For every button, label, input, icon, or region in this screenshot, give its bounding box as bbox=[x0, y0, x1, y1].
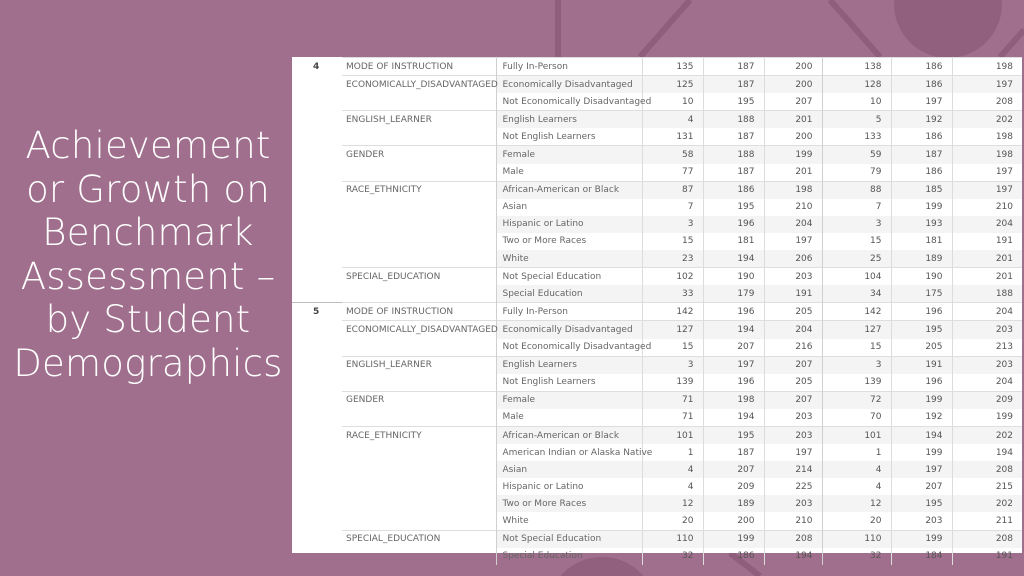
grade-cell bbox=[292, 391, 342, 409]
category-cell: ECONOMICALLY_DISADVANTAGED bbox=[342, 321, 496, 339]
value-cell: 196 bbox=[703, 374, 764, 392]
value-cell: 71 bbox=[642, 409, 703, 427]
value-cell: 208 bbox=[764, 530, 822, 548]
grade-cell bbox=[292, 285, 342, 303]
value-cell: 200 bbox=[764, 76, 822, 94]
value-cell: 203 bbox=[891, 512, 952, 530]
value-cell: 188 bbox=[703, 111, 764, 129]
value-cell: 110 bbox=[822, 530, 891, 548]
value-cell: 186 bbox=[703, 548, 764, 565]
value-cell: 205 bbox=[764, 374, 822, 392]
value-cell: 189 bbox=[703, 495, 764, 512]
value-cell: 203 bbox=[952, 356, 1022, 374]
value-cell: 186 bbox=[891, 128, 952, 146]
value-cell: 4 bbox=[642, 111, 703, 129]
subgroup-cell: Asian bbox=[496, 199, 642, 216]
value-cell: 32 bbox=[642, 548, 703, 565]
grade-cell bbox=[292, 164, 342, 182]
table-row bbox=[292, 146, 1022, 164]
value-cell: 34 bbox=[822, 285, 891, 303]
subgroup-cell: Not Economically Disadvantaged bbox=[496, 339, 642, 357]
grade-cell bbox=[292, 199, 342, 216]
subgroup-cell: Fully In-Person bbox=[496, 58, 642, 76]
value-cell: 3 bbox=[642, 216, 703, 233]
value-cell: 59 bbox=[822, 146, 891, 164]
grade-cell bbox=[292, 512, 342, 530]
value-cell: 12 bbox=[642, 495, 703, 512]
table-row bbox=[292, 426, 1022, 444]
value-cell: 25 bbox=[822, 250, 891, 268]
category-cell bbox=[342, 548, 496, 565]
value-cell: 201 bbox=[952, 250, 1022, 268]
table-row bbox=[292, 339, 1022, 357]
grade-cell bbox=[292, 93, 342, 111]
category-cell: RACE_ETHNICITY bbox=[342, 426, 496, 444]
table-row bbox=[292, 478, 1022, 495]
value-cell: 194 bbox=[703, 250, 764, 268]
value-cell: 200 bbox=[764, 58, 822, 76]
value-cell: 209 bbox=[952, 391, 1022, 409]
value-cell: 199 bbox=[891, 391, 952, 409]
value-cell: 208 bbox=[952, 93, 1022, 111]
table-row bbox=[292, 512, 1022, 530]
category-cell: GENDER bbox=[342, 391, 496, 409]
table-row bbox=[292, 409, 1022, 427]
category-cell: ECONOMICALLY_DISADVANTAGED bbox=[342, 76, 496, 94]
value-cell: 4 bbox=[822, 478, 891, 495]
value-cell: 197 bbox=[952, 164, 1022, 182]
title-line: Demographics bbox=[13, 341, 283, 385]
subgroup-cell: Special Education bbox=[496, 548, 642, 565]
grade-cell bbox=[292, 76, 342, 94]
value-cell: 203 bbox=[764, 426, 822, 444]
value-cell: 127 bbox=[642, 321, 703, 339]
value-cell: 87 bbox=[642, 181, 703, 199]
value-cell: 187 bbox=[891, 146, 952, 164]
grade-cell bbox=[292, 216, 342, 233]
value-cell: 197 bbox=[764, 444, 822, 461]
category-cell: GENDER bbox=[342, 146, 496, 164]
value-cell: 5 bbox=[822, 111, 891, 129]
subgroup-cell: Economically Disadvantaged bbox=[496, 321, 642, 339]
value-cell: 179 bbox=[703, 285, 764, 303]
value-cell: 187 bbox=[703, 76, 764, 94]
value-cell: 191 bbox=[891, 356, 952, 374]
title-line: Achievement bbox=[25, 124, 271, 167]
title-line: by Student bbox=[45, 298, 251, 341]
subgroup-cell: Special Education bbox=[496, 285, 642, 303]
value-cell: 187 bbox=[703, 128, 764, 146]
value-cell: 191 bbox=[952, 548, 1022, 565]
value-cell: 197 bbox=[891, 461, 952, 478]
value-cell: 3 bbox=[642, 356, 703, 374]
value-cell: 198 bbox=[952, 128, 1022, 146]
value-cell: 101 bbox=[822, 426, 891, 444]
value-cell: 12 bbox=[822, 495, 891, 512]
subgroup-cell: African-American or Black bbox=[496, 181, 642, 199]
value-cell: 199 bbox=[891, 530, 952, 548]
value-cell: 196 bbox=[891, 303, 952, 321]
value-cell: 197 bbox=[764, 233, 822, 250]
title-line: or Growth on bbox=[26, 167, 270, 211]
grade-cell bbox=[292, 339, 342, 357]
table-row bbox=[292, 164, 1022, 182]
subgroup-cell: White bbox=[496, 512, 642, 530]
subgroup-cell: Not Economically Disadvantaged bbox=[496, 93, 642, 111]
category-cell bbox=[342, 339, 496, 357]
value-cell: 102 bbox=[642, 268, 703, 286]
value-cell: 207 bbox=[764, 391, 822, 409]
value-cell: 4 bbox=[642, 478, 703, 495]
value-cell: 198 bbox=[952, 146, 1022, 164]
value-cell: 32 bbox=[822, 548, 891, 565]
grade-cell bbox=[292, 530, 342, 548]
value-cell: 186 bbox=[891, 164, 952, 182]
value-cell: 198 bbox=[952, 58, 1022, 76]
value-cell: 184 bbox=[891, 548, 952, 565]
category-cell bbox=[342, 374, 496, 392]
value-cell: 194 bbox=[703, 321, 764, 339]
value-cell: 190 bbox=[891, 268, 952, 286]
grade-cell bbox=[292, 548, 342, 565]
value-cell: 194 bbox=[891, 426, 952, 444]
value-cell: 202 bbox=[952, 495, 1022, 512]
value-cell: 216 bbox=[764, 339, 822, 357]
value-cell: 4 bbox=[642, 461, 703, 478]
value-cell: 204 bbox=[952, 216, 1022, 233]
value-cell: 71 bbox=[642, 391, 703, 409]
value-cell: 206 bbox=[764, 250, 822, 268]
value-cell: 195 bbox=[703, 426, 764, 444]
subgroup-cell: Not Special Education bbox=[496, 530, 642, 548]
value-cell: 190 bbox=[703, 268, 764, 286]
value-cell: 3 bbox=[822, 356, 891, 374]
demographics-table-screenshot bbox=[292, 57, 1022, 562]
value-cell: 205 bbox=[764, 303, 822, 321]
value-cell: 104 bbox=[822, 268, 891, 286]
grade-cell bbox=[292, 128, 342, 146]
grade-cell bbox=[292, 356, 342, 374]
value-cell: 199 bbox=[952, 409, 1022, 427]
subgroup-cell: White bbox=[496, 250, 642, 268]
value-cell: 204 bbox=[952, 303, 1022, 321]
value-cell: 197 bbox=[952, 181, 1022, 199]
subgroup-cell: Two or More Races bbox=[496, 495, 642, 512]
demographics-table bbox=[292, 57, 1022, 565]
value-cell: 197 bbox=[703, 356, 764, 374]
value-cell: 195 bbox=[891, 321, 952, 339]
value-cell: 187 bbox=[703, 164, 764, 182]
value-cell: 23 bbox=[642, 250, 703, 268]
grade-cell bbox=[292, 268, 342, 286]
table-row bbox=[292, 356, 1022, 374]
value-cell: 110 bbox=[642, 530, 703, 548]
value-cell: 194 bbox=[764, 548, 822, 565]
table-row bbox=[292, 444, 1022, 461]
category-cell bbox=[342, 199, 496, 216]
value-cell: 142 bbox=[642, 303, 703, 321]
value-cell: 202 bbox=[952, 111, 1022, 129]
table-row bbox=[292, 199, 1022, 216]
title-line: Benchmark bbox=[42, 211, 254, 254]
table-row bbox=[292, 76, 1022, 94]
value-cell: 194 bbox=[703, 409, 764, 427]
category-cell bbox=[342, 250, 496, 268]
slide-title bbox=[8, 124, 288, 385]
value-cell: 211 bbox=[952, 512, 1022, 530]
table-row bbox=[292, 461, 1022, 478]
table-row bbox=[292, 530, 1022, 548]
value-cell: 187 bbox=[703, 444, 764, 461]
value-cell: 210 bbox=[764, 512, 822, 530]
value-cell: 70 bbox=[822, 409, 891, 427]
value-cell: 195 bbox=[703, 199, 764, 216]
value-cell: 207 bbox=[891, 478, 952, 495]
value-cell: 1 bbox=[642, 444, 703, 461]
value-cell: 15 bbox=[642, 339, 703, 357]
table-row bbox=[292, 233, 1022, 250]
value-cell: 199 bbox=[891, 444, 952, 461]
value-cell: 198 bbox=[764, 181, 822, 199]
category-cell: SPECIAL_EDUCATION bbox=[342, 268, 496, 286]
value-cell: 203 bbox=[764, 268, 822, 286]
table-row bbox=[292, 93, 1022, 111]
category-cell: SPECIAL_EDUCATION bbox=[342, 530, 496, 548]
category-cell bbox=[342, 93, 496, 111]
value-cell: 88 bbox=[822, 181, 891, 199]
table-row bbox=[292, 111, 1022, 129]
value-cell: 10 bbox=[822, 93, 891, 111]
grade-cell: 5 bbox=[292, 303, 342, 321]
value-cell: 210 bbox=[952, 199, 1022, 216]
category-cell bbox=[342, 478, 496, 495]
table-row bbox=[292, 285, 1022, 303]
table-row bbox=[292, 391, 1022, 409]
value-cell: 15 bbox=[822, 339, 891, 357]
value-cell: 186 bbox=[703, 181, 764, 199]
value-cell: 200 bbox=[703, 512, 764, 530]
value-cell: 196 bbox=[891, 374, 952, 392]
table-row bbox=[292, 548, 1022, 565]
value-cell: 196 bbox=[703, 216, 764, 233]
subgroup-cell: Asian bbox=[496, 461, 642, 478]
value-cell: 202 bbox=[952, 426, 1022, 444]
category-cell bbox=[342, 444, 496, 461]
value-cell: 225 bbox=[764, 478, 822, 495]
value-cell: 10 bbox=[642, 93, 703, 111]
table-row bbox=[292, 58, 1022, 76]
value-cell: 15 bbox=[642, 233, 703, 250]
subgroup-cell: Not Special Education bbox=[496, 268, 642, 286]
value-cell: 20 bbox=[822, 512, 891, 530]
value-cell: 194 bbox=[952, 444, 1022, 461]
value-cell: 127 bbox=[822, 321, 891, 339]
value-cell: 207 bbox=[703, 461, 764, 478]
value-cell: 192 bbox=[891, 409, 952, 427]
value-cell: 198 bbox=[703, 391, 764, 409]
grade-cell bbox=[292, 409, 342, 427]
value-cell: 72 bbox=[822, 391, 891, 409]
value-cell: 193 bbox=[891, 216, 952, 233]
value-cell: 213 bbox=[952, 339, 1022, 357]
value-cell: 195 bbox=[703, 93, 764, 111]
value-cell: 195 bbox=[891, 495, 952, 512]
value-cell: 15 bbox=[822, 233, 891, 250]
table-row bbox=[292, 268, 1022, 286]
title-line: Assessment – bbox=[20, 254, 276, 298]
value-cell: 188 bbox=[703, 146, 764, 164]
category-cell bbox=[342, 164, 496, 182]
subgroup-cell: English Learners bbox=[496, 111, 642, 129]
category-cell bbox=[342, 495, 496, 512]
grade-cell bbox=[292, 181, 342, 199]
grade-cell bbox=[292, 321, 342, 339]
subgroup-cell: Not English Learners bbox=[496, 374, 642, 392]
table-row bbox=[292, 128, 1022, 146]
value-cell: 139 bbox=[642, 374, 703, 392]
grade-cell bbox=[292, 478, 342, 495]
value-cell: 200 bbox=[764, 128, 822, 146]
category-cell: MODE OF INSTRUCTION bbox=[342, 58, 496, 76]
value-cell: 142 bbox=[822, 303, 891, 321]
value-cell: 201 bbox=[764, 111, 822, 129]
value-cell: 175 bbox=[891, 285, 952, 303]
category-cell bbox=[342, 461, 496, 478]
value-cell: 205 bbox=[891, 339, 952, 357]
grade-cell bbox=[292, 495, 342, 512]
subgroup-cell: Female bbox=[496, 146, 642, 164]
value-cell: 185 bbox=[891, 181, 952, 199]
value-cell: 199 bbox=[764, 146, 822, 164]
value-cell: 204 bbox=[764, 321, 822, 339]
category-cell bbox=[342, 512, 496, 530]
grade-cell bbox=[292, 111, 342, 129]
category-cell bbox=[342, 409, 496, 427]
subgroup-cell: African-American or Black bbox=[496, 426, 642, 444]
value-cell: 215 bbox=[952, 478, 1022, 495]
value-cell: 207 bbox=[764, 93, 822, 111]
value-cell: 33 bbox=[642, 285, 703, 303]
grade-cell bbox=[292, 250, 342, 268]
value-cell: 197 bbox=[952, 76, 1022, 94]
value-cell: 135 bbox=[642, 58, 703, 76]
subgroup-cell: English Learners bbox=[496, 356, 642, 374]
value-cell: 197 bbox=[891, 93, 952, 111]
table-row bbox=[292, 303, 1022, 321]
grade-cell bbox=[292, 233, 342, 250]
category-cell bbox=[342, 216, 496, 233]
subgroup-cell: Male bbox=[496, 164, 642, 182]
subgroup-cell: American Indian or Alaska Native bbox=[496, 444, 642, 461]
value-cell: 186 bbox=[891, 76, 952, 94]
subgroup-cell: Two or More Races bbox=[496, 233, 642, 250]
subgroup-cell: Male bbox=[496, 409, 642, 427]
value-cell: 208 bbox=[952, 530, 1022, 548]
table-row bbox=[292, 495, 1022, 512]
table-row bbox=[292, 181, 1022, 199]
subgroup-cell: Fully In-Person bbox=[496, 303, 642, 321]
value-cell: 128 bbox=[822, 76, 891, 94]
value-cell: 139 bbox=[822, 374, 891, 392]
subgroup-cell: Hispanic or Latino bbox=[496, 216, 642, 233]
value-cell: 208 bbox=[952, 461, 1022, 478]
value-cell: 77 bbox=[642, 164, 703, 182]
value-cell: 188 bbox=[952, 285, 1022, 303]
table-row bbox=[292, 250, 1022, 268]
value-cell: 196 bbox=[703, 303, 764, 321]
value-cell: 214 bbox=[764, 461, 822, 478]
value-cell: 133 bbox=[822, 128, 891, 146]
category-cell: ENGLISH_LEARNER bbox=[342, 356, 496, 374]
value-cell: 207 bbox=[703, 339, 764, 357]
value-cell: 4 bbox=[822, 461, 891, 478]
subgroup-cell: Not English Learners bbox=[496, 128, 642, 146]
value-cell: 203 bbox=[764, 495, 822, 512]
value-cell: 201 bbox=[764, 164, 822, 182]
value-cell: 181 bbox=[891, 233, 952, 250]
value-cell: 203 bbox=[764, 409, 822, 427]
value-cell: 204 bbox=[952, 374, 1022, 392]
value-cell: 101 bbox=[642, 426, 703, 444]
subgroup-cell: Economically Disadvantaged bbox=[496, 76, 642, 94]
category-cell: MODE OF INSTRUCTION bbox=[342, 303, 496, 321]
value-cell: 199 bbox=[703, 530, 764, 548]
table-row bbox=[292, 321, 1022, 339]
grade-cell bbox=[292, 374, 342, 392]
value-cell: 191 bbox=[764, 285, 822, 303]
value-cell: 79 bbox=[822, 164, 891, 182]
category-cell bbox=[342, 233, 496, 250]
category-cell bbox=[342, 285, 496, 303]
value-cell: 204 bbox=[764, 216, 822, 233]
table-row bbox=[292, 374, 1022, 392]
value-cell: 207 bbox=[764, 356, 822, 374]
value-cell: 138 bbox=[822, 58, 891, 76]
value-cell: 131 bbox=[642, 128, 703, 146]
value-cell: 20 bbox=[642, 512, 703, 530]
value-cell: 201 bbox=[952, 268, 1022, 286]
value-cell: 209 bbox=[703, 478, 764, 495]
grade-cell bbox=[292, 444, 342, 461]
value-cell: 58 bbox=[642, 146, 703, 164]
grade-cell bbox=[292, 146, 342, 164]
value-cell: 199 bbox=[891, 199, 952, 216]
subgroup-cell: Female bbox=[496, 391, 642, 409]
grade-cell: 4 bbox=[313, 61, 320, 72]
category-cell: RACE_ETHNICITY bbox=[342, 181, 496, 199]
value-cell: 3 bbox=[822, 216, 891, 233]
value-cell: 189 bbox=[891, 250, 952, 268]
value-cell: 7 bbox=[822, 199, 891, 216]
value-cell: 125 bbox=[642, 76, 703, 94]
value-cell: 203 bbox=[952, 321, 1022, 339]
category-cell: ENGLISH_LEARNER bbox=[342, 111, 496, 129]
value-cell: 192 bbox=[891, 111, 952, 129]
grade-cell bbox=[292, 461, 342, 478]
value-cell: 7 bbox=[642, 199, 703, 216]
category-cell bbox=[342, 128, 496, 146]
value-cell: 191 bbox=[952, 233, 1022, 250]
value-cell: 1 bbox=[822, 444, 891, 461]
value-cell: 187 bbox=[703, 58, 764, 76]
grade-cell bbox=[292, 426, 342, 444]
value-cell: 210 bbox=[764, 199, 822, 216]
table-row bbox=[292, 216, 1022, 233]
value-cell: 181 bbox=[703, 233, 764, 250]
value-cell: 186 bbox=[891, 58, 952, 76]
subgroup-cell: Hispanic or Latino bbox=[496, 478, 642, 495]
